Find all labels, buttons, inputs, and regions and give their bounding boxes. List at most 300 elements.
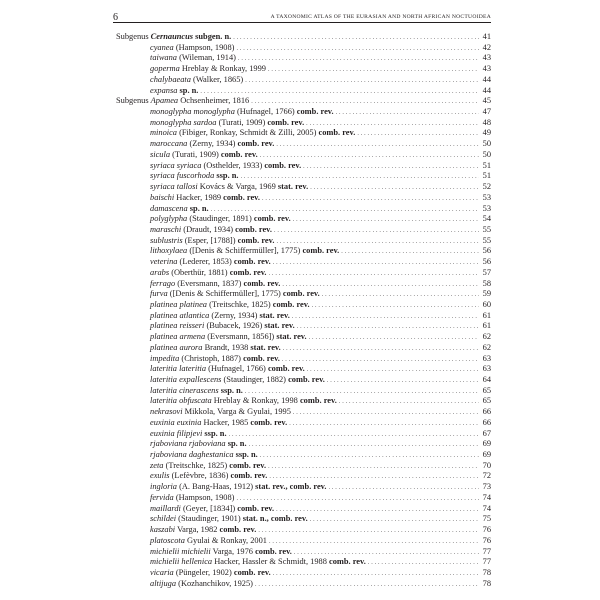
taxon-name: rjaboviana rjaboviana bbox=[150, 439, 226, 449]
entry-label bbox=[150, 182, 308, 193]
page-ref: 78 bbox=[482, 567, 491, 577]
status-note: sp. n. bbox=[225, 439, 247, 449]
taxon-name: goperma bbox=[150, 64, 180, 74]
status-note: sp. n. bbox=[187, 203, 209, 213]
author-text: (Eversmann, 1837) bbox=[175, 278, 244, 288]
page-ref: 63 bbox=[482, 353, 491, 363]
page-ref: 66 bbox=[482, 417, 491, 427]
author-text: (Staudinger, 1882) bbox=[221, 375, 289, 384]
entry-label bbox=[150, 214, 291, 225]
entry-label bbox=[150, 289, 320, 300]
page-ref: 47 bbox=[482, 107, 491, 117]
author-text: Ochsenheimer, 1816 bbox=[178, 96, 250, 106]
status-note: comb. rev. bbox=[230, 471, 268, 481]
toc-species-entry bbox=[116, 246, 491, 257]
toc-species-entry bbox=[116, 407, 491, 418]
toc-species-entry bbox=[116, 493, 491, 504]
entry-label bbox=[150, 407, 291, 418]
page-ref: 58 bbox=[482, 278, 491, 288]
page-ref: 42 bbox=[482, 42, 491, 52]
page-ref: 49 bbox=[482, 128, 491, 138]
page-ref: 74 bbox=[482, 492, 491, 502]
page-ref: 43 bbox=[482, 64, 491, 74]
taxon-name: sublustris bbox=[150, 235, 183, 245]
status-note: sp. n. bbox=[177, 85, 199, 95]
page-ref: 64 bbox=[482, 375, 491, 384]
entry-label bbox=[150, 193, 260, 204]
taxon-name: rjaboviana daghestanica bbox=[150, 450, 234, 460]
toc-species-entry bbox=[116, 257, 491, 268]
status-note: comb. rev. bbox=[328, 557, 366, 567]
toc-species-entry bbox=[116, 86, 491, 97]
entry-label bbox=[150, 536, 267, 547]
page-ref: 43 bbox=[482, 53, 491, 63]
toc-species-entry bbox=[116, 482, 491, 493]
running-head: A TAXONOMIC ATLAS OF THE EURASIAN AND NORTH AFRICAN NOCTUOIDEA bbox=[270, 14, 491, 20]
status-note: comb. rev. bbox=[282, 289, 320, 299]
page-ref: 65 bbox=[482, 396, 491, 406]
author-text: Kovács & Varga, 1969 bbox=[197, 182, 278, 192]
page-ref: 55 bbox=[482, 235, 491, 245]
entry-label bbox=[150, 557, 366, 568]
toc-species-entry bbox=[116, 354, 491, 365]
author-text: ([Denis & Schiffermüller], 1775) bbox=[187, 246, 303, 256]
status-note: comb. rev. bbox=[237, 235, 275, 245]
toc-species-entry bbox=[116, 536, 491, 547]
taxon-name: lateritia cinerascens bbox=[150, 385, 219, 395]
taxon-name: lithoxylaea bbox=[150, 246, 188, 256]
entry-label bbox=[150, 128, 355, 139]
taxon-name: expansa bbox=[150, 85, 178, 95]
entry-label bbox=[150, 64, 266, 75]
taxon-name: altijuga bbox=[150, 578, 177, 588]
status-note: ssp. n. bbox=[218, 385, 243, 395]
toc-species-entry bbox=[116, 321, 491, 332]
author-text: (Turati, 1909) bbox=[216, 117, 268, 127]
status-note: comb. rev. bbox=[237, 139, 275, 149]
toc-species-entry bbox=[116, 289, 491, 300]
entry-label bbox=[150, 300, 310, 311]
toc-species-entry bbox=[116, 504, 491, 515]
dot-leader bbox=[255, 579, 479, 591]
entry-label bbox=[150, 171, 239, 182]
entry-label bbox=[150, 257, 271, 268]
author-text: Hacker, 1989 bbox=[174, 192, 224, 202]
author-text: (Staudinger, 1891) bbox=[187, 214, 254, 224]
entry-label bbox=[150, 246, 339, 257]
status-note: stat. rev. bbox=[264, 321, 295, 331]
toc-species-entry bbox=[116, 461, 491, 472]
page-ref: 78 bbox=[482, 578, 491, 588]
entry-label bbox=[150, 354, 280, 365]
toc-species-entry bbox=[116, 43, 491, 54]
toc-species-entry bbox=[116, 579, 491, 590]
toc-species-entry bbox=[116, 214, 491, 225]
taxon-name: Cernauncus bbox=[150, 32, 194, 41]
page-ref: 63 bbox=[482, 364, 491, 374]
author-text: (Treitschke, 1825) bbox=[207, 299, 273, 309]
taxon-name: impedita bbox=[150, 353, 180, 363]
status-note: subgen. n. bbox=[193, 32, 232, 41]
status-note: comb. rev. bbox=[237, 503, 275, 513]
author-text: ([Denis & Schiffermüller], 1775) bbox=[167, 289, 283, 299]
author-text: (Wileman, 1914) bbox=[177, 53, 236, 63]
taxon-name: exulis bbox=[150, 471, 170, 481]
author-text: (Fibiger, Ronkay, Schmidt & Zilli, 2005) bbox=[176, 128, 319, 138]
page-ref: 62 bbox=[482, 332, 491, 342]
page-ref: 76 bbox=[482, 525, 491, 535]
status-note: stat. rev. bbox=[276, 332, 307, 342]
taxon-name: lateritia expallescens bbox=[150, 375, 222, 384]
page-ref: 59 bbox=[482, 289, 491, 299]
entry-label bbox=[150, 525, 256, 536]
toc-species-entry bbox=[116, 311, 491, 322]
taxon-name: syriaca syriaca bbox=[150, 160, 202, 170]
entry-label bbox=[150, 343, 281, 354]
author-text: (Esper, [1788]) bbox=[182, 235, 238, 245]
author-text: (Osthelder, 1933) bbox=[201, 160, 265, 170]
toc-species-entry bbox=[116, 439, 491, 450]
status-note: comb. rev. bbox=[255, 546, 292, 556]
page-ref: 72 bbox=[482, 471, 491, 481]
author-text: Subgenus bbox=[116, 32, 151, 41]
status-note: comb. rev. bbox=[288, 375, 325, 384]
taxon-name: fervida bbox=[150, 492, 174, 502]
toc-species-entry bbox=[116, 332, 491, 343]
taxon-name: kaszabi bbox=[150, 525, 176, 535]
taxon-name: ferrago bbox=[150, 278, 176, 288]
author-text: Varga, 1976 bbox=[210, 546, 256, 556]
page-ref: 50 bbox=[482, 149, 491, 159]
entry-label bbox=[150, 311, 290, 322]
entry-label bbox=[150, 439, 247, 450]
author-text: (Walker, 1865) bbox=[190, 74, 244, 84]
page-ref: 61 bbox=[482, 310, 491, 320]
entry-label bbox=[150, 204, 209, 215]
toc-species-entry bbox=[116, 204, 491, 215]
toc-species-entry bbox=[116, 193, 491, 204]
entry-label bbox=[150, 53, 236, 64]
toc-species-entry bbox=[116, 161, 491, 172]
page-ref: 50 bbox=[482, 139, 491, 149]
status-note: comb. rev. bbox=[243, 278, 281, 288]
toc-species-entry bbox=[116, 450, 491, 461]
page-ref: 54 bbox=[482, 214, 491, 224]
taxon-name: vicaria bbox=[150, 567, 174, 577]
status-note: ssp. n. bbox=[233, 450, 258, 460]
status-note: stat. rev. bbox=[250, 342, 281, 352]
status-note: stat. rev., comb. rev. bbox=[255, 482, 327, 492]
toc-species-entry bbox=[116, 64, 491, 75]
page-ref: 55 bbox=[482, 224, 491, 234]
author-text: (A. Bang-Haas, 1912) bbox=[177, 482, 256, 492]
entry-label bbox=[150, 579, 253, 590]
status-note: comb. rev. bbox=[219, 525, 257, 535]
toc-species-entry bbox=[116, 107, 491, 118]
page-number: 6 bbox=[113, 11, 118, 23]
taxon-name: zeta bbox=[150, 460, 164, 470]
taxon-name: lateritia obfuscata bbox=[150, 396, 212, 406]
entry-label bbox=[150, 450, 258, 461]
entry-label bbox=[150, 461, 266, 472]
entry-label bbox=[150, 139, 274, 150]
page-ref: 41 bbox=[482, 32, 491, 41]
status-note: comb. rev. bbox=[264, 160, 302, 170]
taxon-name: furva bbox=[150, 289, 168, 299]
author-text: (Hampson, 1908) bbox=[173, 42, 235, 52]
taxon-name: schildei bbox=[150, 514, 177, 524]
toc-species-entry bbox=[116, 75, 491, 86]
entry-label bbox=[150, 118, 304, 129]
author-text: Varga, 1982 bbox=[175, 525, 220, 535]
entry-label bbox=[150, 75, 243, 86]
status-note: comb. rev. bbox=[233, 257, 271, 267]
author-text: (Zerny, 1934) bbox=[187, 139, 238, 149]
status-note: comb. rev. bbox=[267, 364, 305, 374]
entry-label bbox=[150, 418, 287, 429]
toc-species-entry bbox=[116, 386, 491, 397]
page-ref: 70 bbox=[482, 460, 491, 470]
entry-label bbox=[150, 429, 227, 440]
page-ref: 73 bbox=[482, 482, 491, 492]
taxon-name: monoglypha monoglypha bbox=[150, 107, 235, 117]
toc-species-entry bbox=[116, 375, 491, 386]
author-text: (Turati, 1909) bbox=[170, 149, 221, 159]
status-note: comb. rev. bbox=[272, 299, 310, 309]
toc-species-entry bbox=[116, 171, 491, 182]
author-text: (Treitschke, 1825) bbox=[163, 460, 230, 470]
entry-label bbox=[150, 107, 334, 118]
entry-label bbox=[150, 568, 271, 579]
status-note: comb. rev. bbox=[299, 396, 337, 406]
taxon-name: lateritia lateritia bbox=[150, 364, 207, 374]
page-ref: 76 bbox=[482, 535, 491, 545]
toc-species-entry bbox=[116, 139, 491, 150]
page-ref: 69 bbox=[482, 439, 491, 449]
author-text: Mikkola, Varga & Gyulai, 1995 bbox=[182, 407, 291, 417]
status-note: stat. rev. bbox=[259, 310, 290, 320]
taxon-name: nekrasovi bbox=[150, 407, 183, 417]
table-of-contents bbox=[116, 32, 491, 589]
page-ref: 53 bbox=[482, 203, 491, 213]
status-note: comb. rev. bbox=[253, 214, 291, 224]
author-text: (Lederer, 1853) bbox=[177, 257, 234, 267]
author-text: Hreblay & Ronkay, 1999 bbox=[179, 64, 266, 74]
author-text: Subgenus bbox=[116, 96, 151, 106]
author-text: (Hufnagel, 1766) bbox=[206, 364, 268, 374]
taxon-name: syriaca fuscorhoda bbox=[150, 171, 215, 181]
taxon-name: sicula bbox=[150, 149, 171, 159]
entry-label bbox=[150, 386, 243, 397]
taxon-name: minoica bbox=[150, 128, 177, 138]
author-text: (Draudt, 1934) bbox=[181, 224, 236, 234]
toc-species-entry bbox=[116, 429, 491, 440]
toc-species-entry bbox=[116, 118, 491, 129]
page-ref: 56 bbox=[482, 257, 491, 267]
taxon-name: euxinia euxinia bbox=[150, 417, 202, 427]
entry-label bbox=[150, 225, 272, 236]
author-text: (Hufnagel, 1766) bbox=[234, 107, 297, 117]
page-ref: 48 bbox=[482, 117, 491, 127]
toc-species-entry bbox=[116, 279, 491, 290]
page-ref: 67 bbox=[482, 428, 491, 438]
status-note: comb. rev. bbox=[229, 267, 267, 277]
entry-label bbox=[116, 96, 249, 107]
entry-label bbox=[150, 375, 325, 386]
toc-species-entry bbox=[116, 268, 491, 279]
entry-label bbox=[150, 150, 258, 161]
status-note: stat. n., comb. rev. bbox=[242, 514, 308, 524]
entry-label bbox=[150, 514, 308, 525]
author-text: Brandt, 1938 bbox=[202, 342, 251, 352]
page-ref: 51 bbox=[482, 160, 491, 170]
toc-subgenus-entry bbox=[116, 32, 491, 43]
toc-species-entry bbox=[116, 396, 491, 407]
author-text: (Zerny, 1934) bbox=[209, 310, 260, 320]
taxon-name: euxinia filipjevi bbox=[150, 428, 203, 438]
page-ref: 56 bbox=[482, 246, 491, 256]
entry-label bbox=[150, 332, 307, 343]
author-text: (Lefèvbre, 1836) bbox=[169, 471, 231, 481]
author-text: (Eversmann, 1856]) bbox=[205, 332, 277, 342]
status-note: comb. rev. bbox=[220, 149, 258, 159]
status-note: comb. rev. bbox=[296, 107, 334, 117]
toc-species-entry bbox=[116, 471, 491, 482]
page-ref: 74 bbox=[482, 503, 491, 513]
author-text: (Püngeler, 1902) bbox=[173, 567, 234, 577]
status-note: ssp. n. bbox=[214, 171, 239, 181]
entry-label bbox=[150, 161, 301, 172]
entry-label bbox=[150, 471, 267, 482]
taxon-name: platinea platinea bbox=[150, 299, 207, 309]
entry-label bbox=[150, 236, 274, 247]
taxon-name: cyanea bbox=[150, 42, 174, 52]
author-text: (Staudinger, 1901) bbox=[176, 514, 243, 524]
header-rule bbox=[113, 22, 491, 23]
page-ref: 69 bbox=[482, 450, 491, 460]
taxon-name: taiwana bbox=[150, 53, 177, 63]
toc-species-entry bbox=[116, 525, 491, 536]
taxon-name: arabs bbox=[150, 267, 170, 277]
toc-species-entry bbox=[116, 236, 491, 247]
toc-species-entry bbox=[116, 300, 491, 311]
entry-label bbox=[150, 482, 327, 493]
toc-species-entry bbox=[116, 128, 491, 139]
toc-species-entry bbox=[116, 568, 491, 579]
page-ref: 57 bbox=[482, 267, 491, 277]
status-note: ssp. n. bbox=[202, 428, 227, 438]
status-note: stat. rev. bbox=[277, 182, 309, 192]
status-note: comb. rev. bbox=[243, 353, 280, 363]
toc-species-entry bbox=[116, 364, 491, 375]
page-ref: 77 bbox=[482, 557, 491, 567]
entry-label bbox=[150, 43, 234, 54]
toc-species-entry bbox=[116, 514, 491, 525]
toc-species-entry bbox=[116, 53, 491, 64]
toc-species-entry bbox=[116, 557, 491, 568]
page-ref: 52 bbox=[482, 182, 491, 192]
page-ref: 44 bbox=[482, 74, 491, 84]
page-ref: 53 bbox=[482, 192, 491, 202]
taxon-name: platinea aurora bbox=[150, 342, 203, 352]
author-text: (Kozhanchikov, 1925) bbox=[176, 578, 253, 588]
author-text: (Geyer, [1834]) bbox=[180, 503, 238, 513]
entry-label bbox=[116, 32, 231, 43]
status-note: comb. rev. bbox=[235, 224, 272, 234]
author-text: (Oberthür, 1881) bbox=[169, 267, 230, 277]
author-text: (Christoph, 1887) bbox=[179, 353, 244, 363]
status-note: comb. rev. bbox=[250, 417, 288, 427]
toc-subgenus-entry bbox=[116, 96, 491, 107]
taxon-name: chalybaeata bbox=[150, 74, 191, 84]
taxon-name: michielii michielii bbox=[150, 546, 211, 556]
entry-label bbox=[150, 493, 234, 504]
toc-species-entry bbox=[116, 418, 491, 429]
status-note: comb. rev. bbox=[267, 117, 305, 127]
page-ref: 44 bbox=[482, 85, 491, 95]
entry-label bbox=[150, 396, 337, 407]
entry-label bbox=[150, 321, 295, 332]
status-note: comb. rev. bbox=[233, 567, 271, 577]
entry-label bbox=[150, 364, 305, 375]
page-ref: 60 bbox=[482, 299, 491, 309]
page-ref: 62 bbox=[482, 342, 491, 352]
author-text: Gyulai & Ronkay, 2001 bbox=[184, 535, 267, 545]
taxon-name: platinea reisseri bbox=[150, 321, 205, 331]
page-ref: 45 bbox=[482, 96, 491, 106]
taxon-name: baischi bbox=[150, 192, 175, 202]
page-ref: 61 bbox=[482, 321, 491, 331]
taxon-name: polyglypha bbox=[150, 214, 188, 224]
taxon-name: ingloria bbox=[150, 482, 177, 492]
entry-label bbox=[150, 279, 280, 290]
page-ref: 66 bbox=[482, 407, 491, 417]
status-note: comb. rev. bbox=[302, 246, 340, 256]
taxon-name: maroccana bbox=[150, 139, 188, 149]
toc-species-entry bbox=[116, 343, 491, 354]
entry-label bbox=[150, 547, 292, 558]
taxon-name: maraschi bbox=[150, 224, 182, 234]
page-ref: 51 bbox=[482, 171, 491, 181]
entry-label bbox=[150, 504, 274, 515]
entry-label bbox=[150, 268, 267, 279]
taxon-name: syriaca tallosi bbox=[150, 182, 198, 192]
taxon-name: veterina bbox=[150, 257, 178, 267]
taxon-name: platinea atlantica bbox=[150, 310, 210, 320]
toc-species-entry bbox=[116, 182, 491, 193]
taxon-name: maillardi bbox=[150, 503, 181, 513]
toc-species-entry bbox=[116, 150, 491, 161]
taxon-name: michielii hellenica bbox=[150, 557, 213, 567]
taxon-name: monoglypha sardoa bbox=[150, 117, 217, 127]
taxon-name: damascena bbox=[150, 203, 188, 213]
author-text: Hreblay & Ronkay, 1998 bbox=[211, 396, 300, 406]
status-note: comb. rev. bbox=[229, 460, 267, 470]
status-note: comb. rev. bbox=[223, 192, 260, 202]
page-ref: 77 bbox=[482, 546, 491, 556]
toc-species-entry bbox=[116, 225, 491, 236]
author-text: Hacker, Hassler & Schmidt, 1988 bbox=[212, 557, 329, 567]
taxon-name: Apamea bbox=[150, 96, 179, 106]
toc-species-entry bbox=[116, 547, 491, 558]
entry-label bbox=[150, 86, 198, 97]
page-ref: 65 bbox=[482, 385, 491, 395]
page-ref: 75 bbox=[482, 514, 491, 524]
author-text: Hacker, 1985 bbox=[201, 417, 251, 427]
status-note: comb. rev. bbox=[318, 128, 356, 138]
author-text: (Bubacek, 1926) bbox=[204, 321, 265, 331]
taxon-name: platoscota bbox=[150, 535, 185, 545]
